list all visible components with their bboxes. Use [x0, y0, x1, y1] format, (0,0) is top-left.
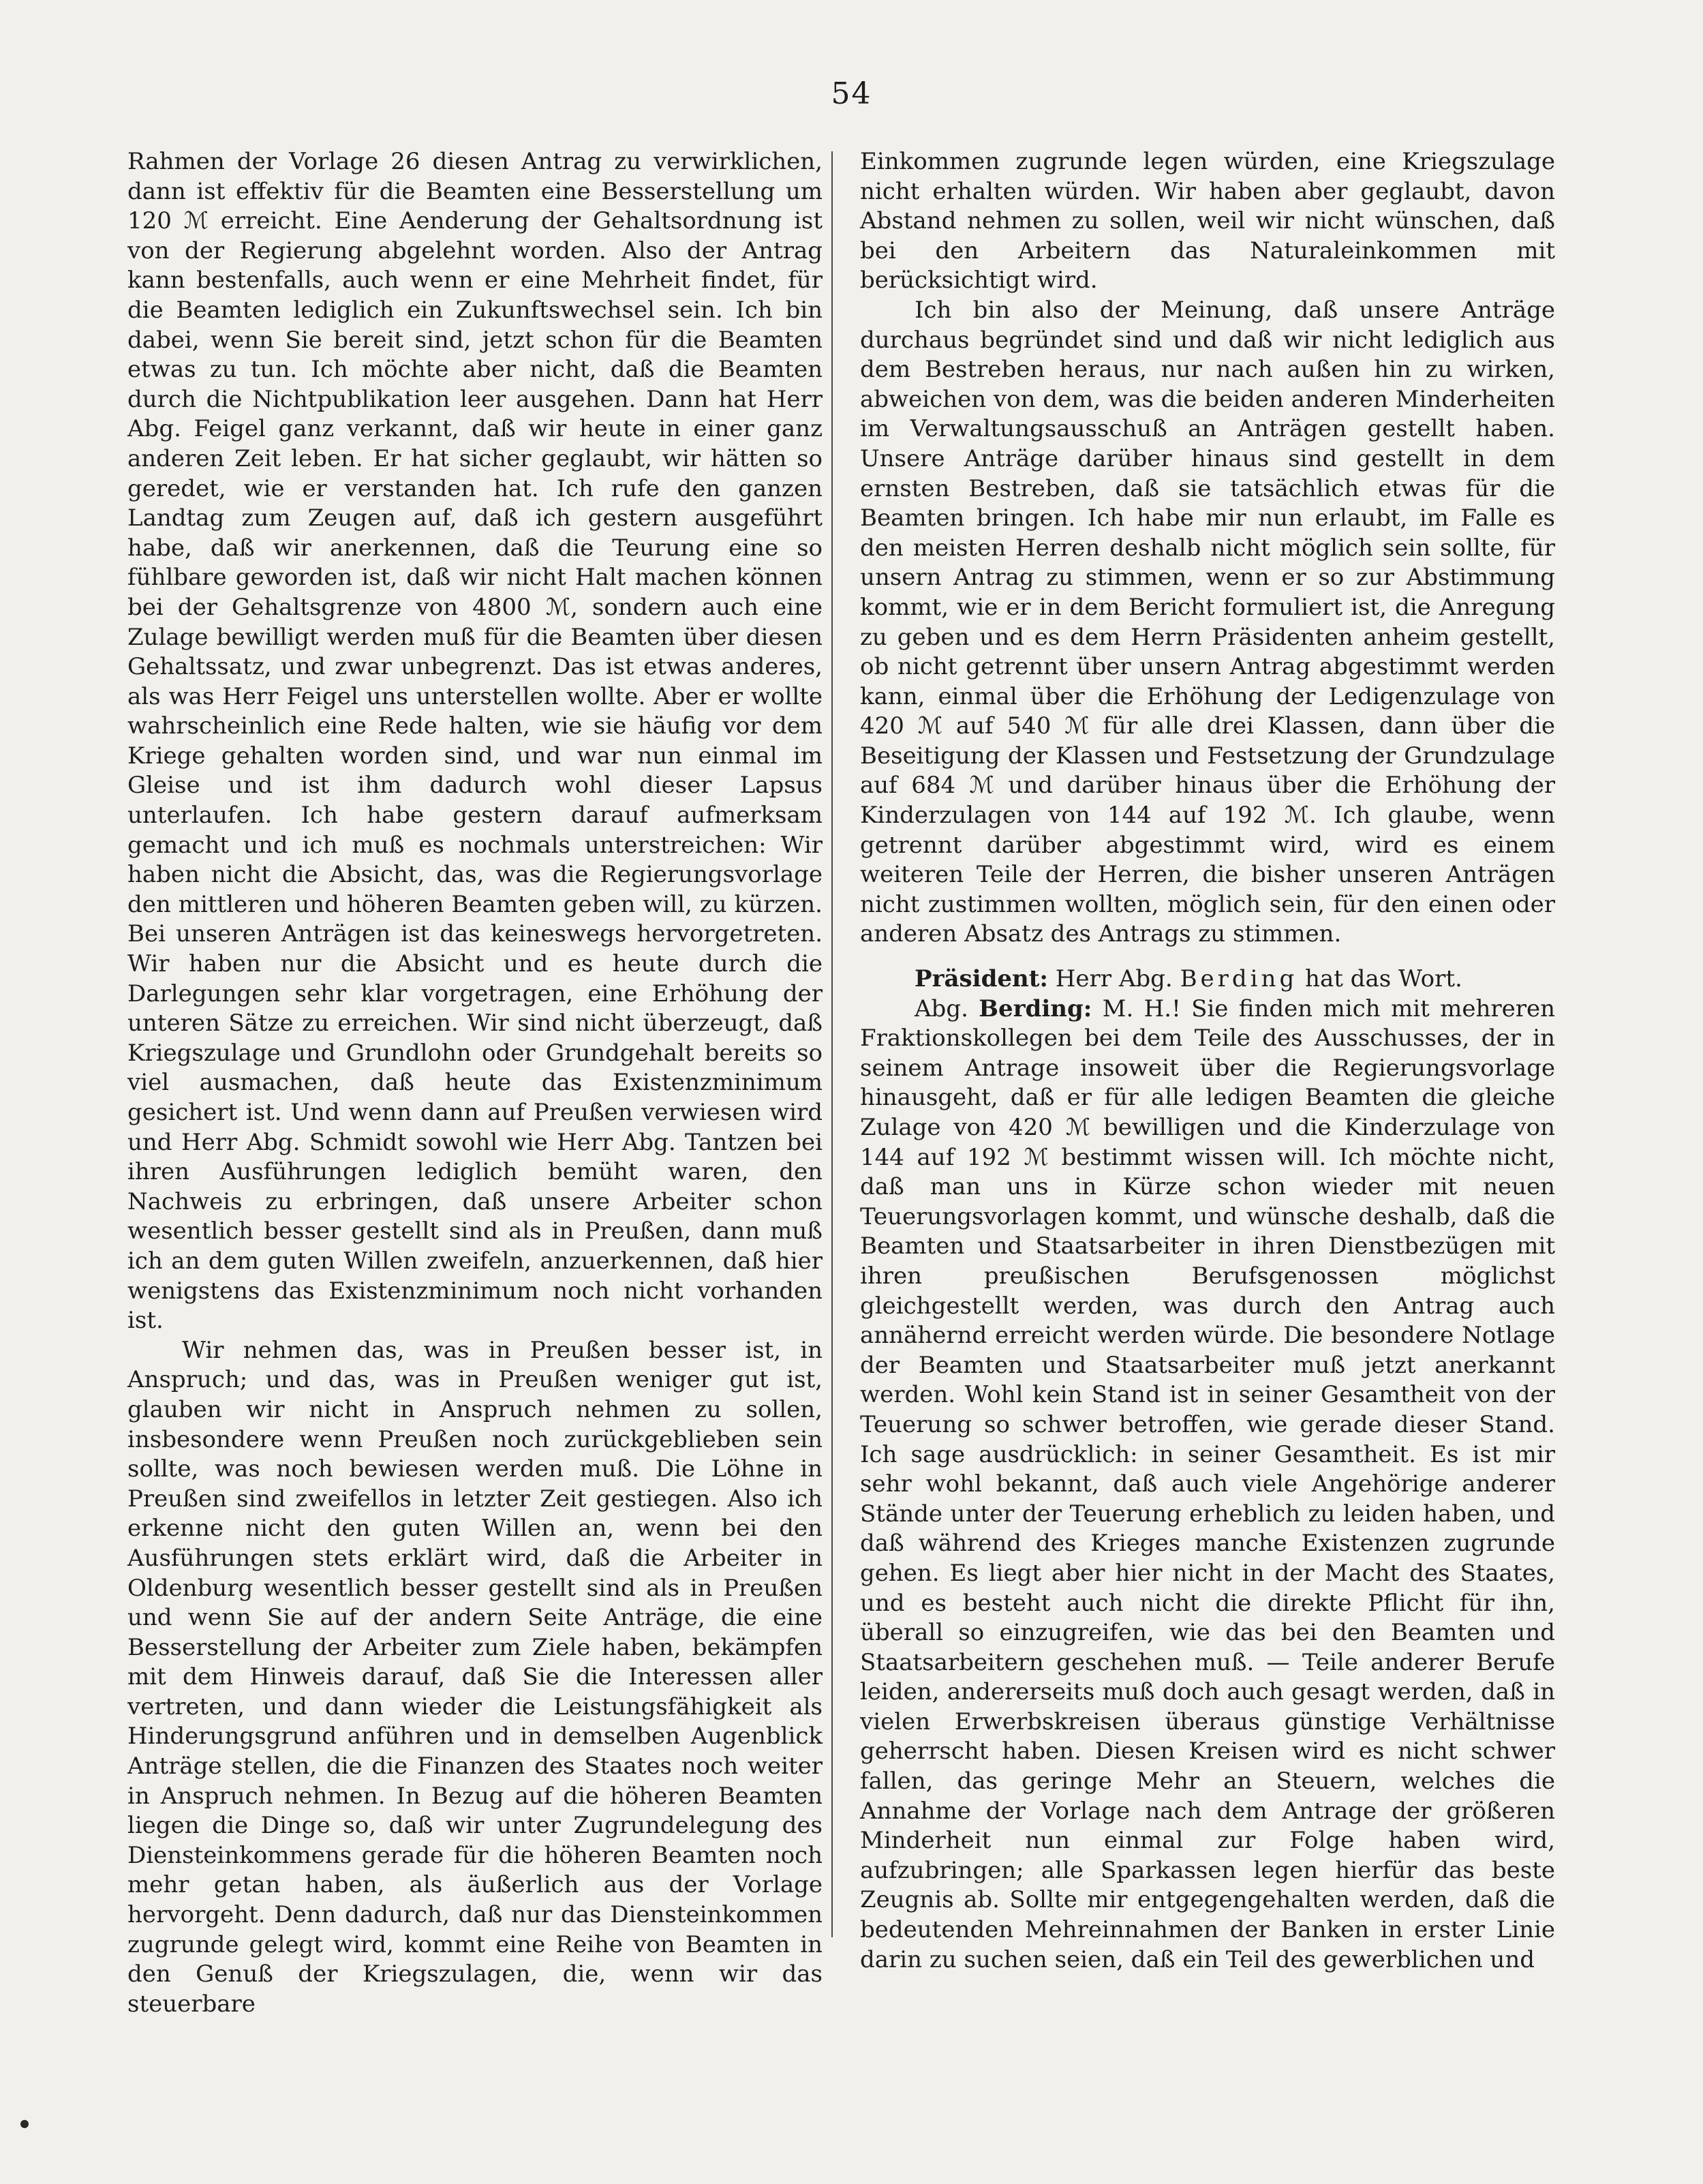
page-number: 54: [831, 76, 872, 111]
president-text-after: hat das Wort.: [1305, 965, 1462, 993]
president-remark: [860, 965, 1555, 995]
speaker-label: Berding:: [979, 995, 1092, 1022]
left-column: [127, 147, 823, 2019]
ink-speck: [20, 2120, 29, 2128]
speaker-prefix: Abg.: [915, 995, 968, 1022]
right-column: [860, 147, 1555, 1975]
speech-text: M. H.! Sie finden mich mit mehreren Fraktionskollegen bei dem Teile des Ausschusses, der in seinem Antrage insoweit über die Regierungsvorlage hinausgeht, daß er für alle ledigen Beamten die gleiche Zulage von 420 ℳ bewilligen und die Kinderzulage von 144 auf 192 ℳ bestimmt wissen will. Ich möchte nicht, daß man uns in Kürze schon wieder mit neuen Teuerungsvorlagen kommt, und wünsche deshalb, daß die Beamten und Staatsarbeiter in ihren Dienstbezügen mit ihren preußischen Berufsgenossen möglichst gleichgestellt werden, was durch den Antrag auch annähernd erreicht werden würde. Die besondere Notlage der Beamten und Staatsarbeiter muß jetzt anerkannt werden. Wohl kein Stand ist in seiner Gesamtheit von der Teuerung so schwer betroffen, wie gerade dieser Stand. Ich sage ausdrücklich: in seiner Gesamtheit. Es ist mir sehr wohl bekannt, daß auch viele Angehörige anderer Stände unter der Teuerung erheblich zu leiden haben, und daß während des Krieges manche Existenzen zugrunde gehen. Es liegt aber hier nicht in der Macht des Staates, und es besteht auch nicht die direkte Pflicht für ihn, überall so einzugreifen, wie das bei den Beamten und Staatsarbeitern geschehen muß. — Teile anderer Berufe leiden, andererseits muß doch auch gesagt werden, daß in vielen Erwerbskreisen überaus günstige Verhältnisse geherrscht haben. Diesen Kreisen wird es nicht schwer fallen, das geringe Mehr an Steuern, welches die Annahme der Vorlage nach dem Antrage der größeren Minderheit nun einmal zur Folge haben wird, aufzubringen; alle Sparkassen legen hierfür das beste Zeugnis ab. Sollte mir entgegengehalten werden, daß die bedeutenden Mehreinnahmen der Banken in erster Linie darin zu suchen seien, daß ein Teil des gewerblichen und: [860, 995, 1555, 1973]
left-paragraph-1: Rahmen der Vorlage 26 diesen Antrag zu verwirklichen, dann ist effektiv für die Beamten eine Besserstellung um 120 ℳ erreicht. Eine Aenderung der Gehaltsordnung ist von der Regierung abgelehnt worden. Also der Antrag kann bestenfalls, auch wenn er eine Mehrheit findet, für die Beamten lediglich ein Zukunftswechsel sein. Ich bin dabei, wenn Sie bereit sind, jetzt schon für die Beamten etwas zu tun. Ich möchte aber nicht, daß die Beamten durch die Nichtpublikation leer ausgehen. Dann hat Herr Abg. Feigel ganz verkannt, daß wir heute in einer ganz anderen Zeit leben. Er hat sicher geglaubt, wir hätten so geredet, wie er verstanden hat. Ich rufe den ganzen Landtag zum Zeugen auf, daß ich gestern ausgeführt habe, daß wir anerkennen, daß die Teurung eine so fühlbare geworden ist, daß wir nicht Halt machen können bei der Gehaltsgrenze von 4800 ℳ, sondern auch eine Zulage bewilligt werden muß für die Beamten über diesen Gehaltssatz, und zwar unbegrenzt. Das ist etwas anderes, als was Herr Feigel uns unterstellen wollte. Aber er wollte wahrscheinlich eine Rede halten, wie sie häufig vor dem Kriege gehalten worden sind, und war nun einmal im Gleise und ist ihm dadurch wohl dieser Lapsus unterlaufen. Ich habe gestern darauf aufmerksam gemacht und ich muß es nochmals unterstreichen: Wir haben nicht die Absicht, das, was die Regierungsvorlage den mittleren und höheren Beamten geben will, zu kürzen. Bei unseren Anträgen ist das keineswegs hervorgetreten. Wir haben nur die Absicht und es heute durch die Darlegungen sehr klar vorgetragen, eine Erhöhung der unteren Sätze zu erreichen. Wir sind nicht überzeugt, daß Kriegszulage und Grundlohn oder Grundgehalt bereits so viel ausmachen, daß heute das Existenzminimum gesichert ist. Und wenn dann auf Preußen verwiesen wird und Herr Abg. Schmidt sowohl wie Herr Abg. Tantzen bei ihren Ausführungen lediglich bemüht waren, den Nachweis zu erbringen, daß unsere Arbeiter schon wesentlich besser gestellt sind als in Preußen, dann muß ich an dem guten Willen zweifeln, anzuerkennen, daß hier wenigstens das Existenzminimum noch nicht vorhanden ist.: [127, 148, 823, 1335]
president-text-before: Herr Abg.: [1055, 965, 1173, 993]
column-divider: [831, 151, 833, 1937]
right-continuation: Einkommen zugrunde legen würden, eine Kriegszulage nicht erhalten würden. Wir haben aber geglaubt, davon Abstand nehmen zu sollen, weil wir nicht wünschen, daß bei den Arbeitern das Naturaleinkommen mit berücksichtigt wird.: [860, 148, 1555, 294]
speech-paragraph: [860, 995, 1555, 1975]
right-paragraph: Ich bin also der Meinung, daß unsere Anträge durchaus begründet sind und daß wir nicht lediglich aus dem Bestreben heraus, nur nach außen hin zu wirken, abweichen von dem, was die beiden anderen Minderheiten im Verwaltungsausschuß an Anträgen gestellt haben. Unsere Anträge darüber hinaus sind gestellt in dem ernsten Bestreben, daß sie tatsächlich etwas für die Beamten bringen. Ich habe mir nun erlaubt, im Falle es den meisten Herren deshalb nicht möglich sein sollte, für unsern Antrag zu stimmen, wenn er so zur Abstimmung kommt, wie er in dem Bericht formuliert ist, die Anregung zu geben und es dem Herrn Präsidenten anheim gestellt, ob nicht getrennt über unsern Antrag abgestimmt werden kann, einmal über die Erhöhung der Ledigenzulage von 420 ℳ auf 540 ℳ für alle drei Klassen, dann über die Beseitigung der Klassen und Festsetzung der Grundzulage auf 684 ℳ und darüber hinaus über die Erhöhung der Kinderzulagen von 144 auf 192 ℳ. Ich glaube, wenn getrennt darüber abgestimmt wird, wird es einem weiteren Teile der Herren, die bisher unseren Anträgen nicht zustimmen wollten, möglich sein, für den einen oder anderen Absatz des Antrags zu stimmen.: [860, 296, 1555, 948]
left-paragraph-2: Wir nehmen das, was in Preußen besser ist, in Anspruch; und das, was in Preußen weniger gut ist, glauben wir nicht in Anspruch nehmen zu sollen, insbesondere wenn Preußen noch zurückgeblieben sein sollte, was noch bewiesen werden muß. Die Löhne in Preußen sind zweifellos in letzter Zeit gestiegen. Also ich erkenne nicht den guten Willen an, wenn bei den Ausführungen stets erklärt wird, daß die Arbeiter in Oldenburg wesentlich besser gestellt sind als in Preußen und wenn Sie auf der andern Seite Anträge, die eine Besserstellung der Arbeiter zum Ziele haben, bekämpfen mit dem Hinweis darauf, daß Sie die Interessen aller vertreten, und dann wieder die Leistungsfähigkeit als Hinderungsgrund anführen und in demselben Augenblick Anträge stellen, die die Finanzen des Staates noch weiter in Anspruch nehmen. In Bezug auf die höheren Beamten liegen die Dinge so, daß wir unter Zugrundelegung des Diensteinkommens gerade für die höheren Beamten noch mehr getan haben, als äußerlich aus der Vorlage hervorgeht. Denn dadurch, daß nur das Diensteinkommen zugrunde gelegt wird, kommt eine Reihe von Beamten in den Genuß der Kriegszulagen, die, wenn wir das steuerbare: [127, 1336, 823, 2018]
president-label: Präsident:: [915, 965, 1048, 993]
president-name: Berding: [1180, 965, 1298, 993]
